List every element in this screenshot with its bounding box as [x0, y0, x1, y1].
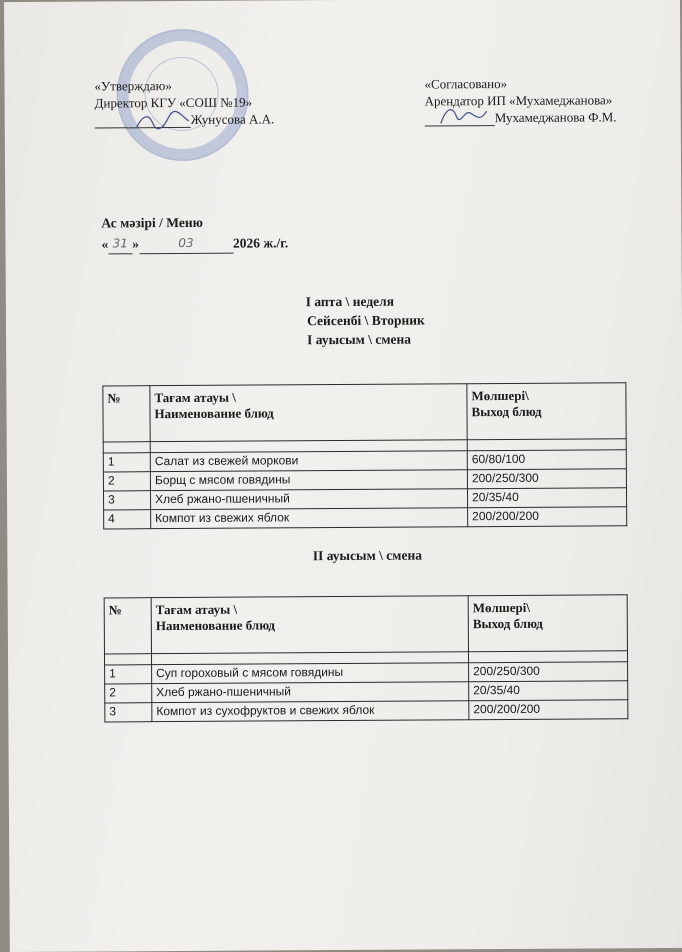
table-row: 4 Компот из свежих яблок 200/200/200	[104, 507, 627, 529]
week-block	[216, 291, 516, 350]
table-row: 1 Салат из свежей моркови 60/80/100	[103, 450, 626, 472]
table-row: 2 Хлеб ржано-пшеничный 20/35/40	[105, 681, 628, 703]
menu-title: Ас мәзірі / Меню	[101, 214, 203, 231]
table-header-row	[104, 595, 627, 654]
date-month: 03	[178, 235, 194, 251]
col-num: №	[104, 598, 151, 654]
day-label: Сейсенбі \ Вторник	[307, 312, 425, 329]
table-row: 3 Хлеб ржано-пшеничный 20/35/40	[103, 488, 626, 510]
menu-date: « 31 » 03 2026 ж./г.	[101, 232, 288, 254]
col-out: Мөлшері\ Выход блюд	[467, 383, 626, 440]
agree-position: Арендатор ИП «Мухамеджанова»	[424, 92, 613, 109]
table-row: 2 Борщ с мясом говядины 200/250/300	[103, 469, 626, 491]
agree-label: «Согласовано»	[424, 75, 508, 92]
table-header-row	[103, 383, 626, 442]
menu-title-block	[101, 212, 288, 254]
col-dish: Тағам атауы \ Наименование блюд	[151, 596, 468, 654]
date-day: 31	[112, 236, 128, 251]
approve-name: Жунусова А.А.	[190, 111, 275, 127]
shift1-title: I ауысым \ смена	[307, 331, 412, 348]
table-row: 1 Суп гороховый с мясом говядины 200/250/300	[105, 662, 628, 684]
week-label: I апта \ неделя	[305, 293, 395, 310]
col-dish: Тағам атауы \ Наименование блюд	[150, 384, 467, 442]
director-signature	[133, 109, 193, 133]
col-num: №	[103, 386, 150, 442]
approve-label: «Утверждаю»	[94, 78, 172, 94]
document-page	[4, 0, 682, 952]
shift2-title: II ауысым \ смена	[312, 547, 423, 564]
date-year: 2026 ж./г.	[232, 235, 289, 251]
col-out: Мөлшері\ Выход блюд	[468, 595, 627, 652]
shift2-table	[104, 594, 629, 722]
approve-position: Директор КГУ «СОШ №19»	[94, 94, 253, 111]
shift1-table	[102, 382, 627, 529]
table-row: 3 Компот из сухофруктов и свежих яблок 200/200/200	[105, 700, 628, 722]
tenant-signature	[435, 103, 491, 129]
agree-name: Мухамеджанова Ф.М.	[494, 109, 617, 126]
